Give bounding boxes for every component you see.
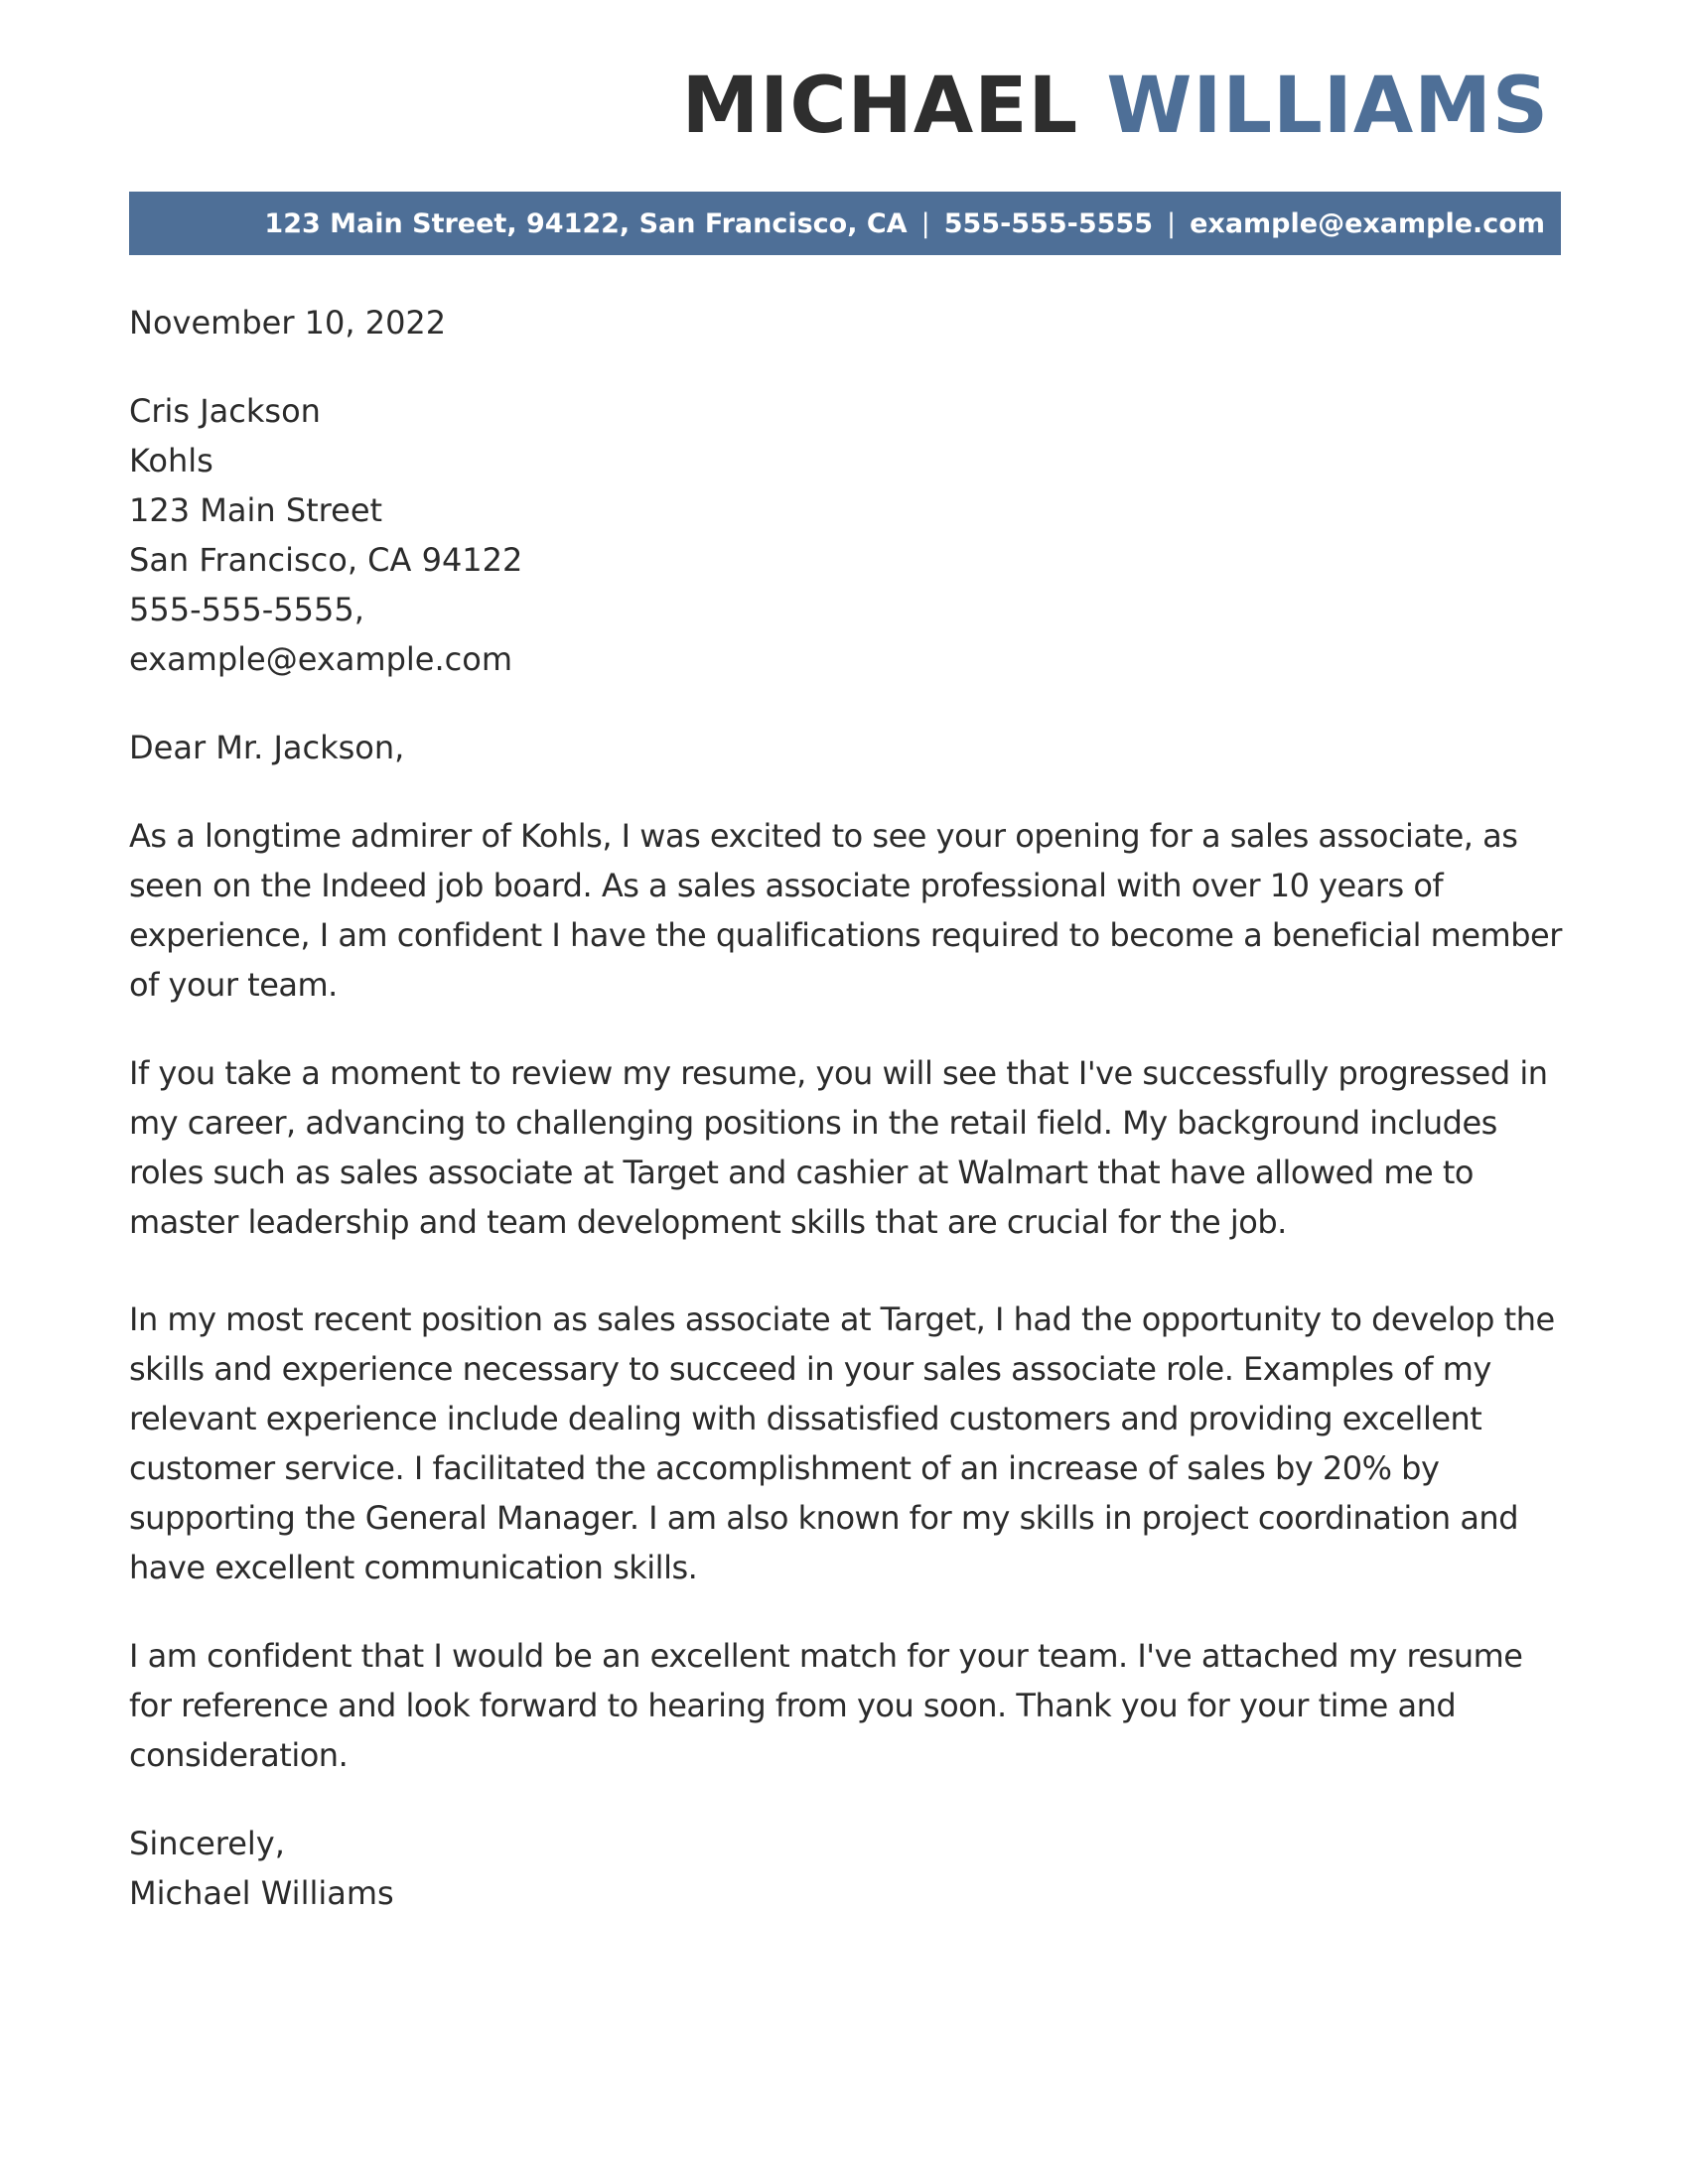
- body-paragraph-1: As a longtime admirer of Kohls, I was excited to see your opening for a sales associate, as seen on the Indeed job board. As a sales associate professional with over 10 years of experience, I am confident I have the qualifications required to become a beneficial member of your team.: [129, 817, 1562, 1004]
- letter-date: November 10, 2022: [129, 304, 447, 341]
- recipient-street: 123 Main Street: [129, 491, 383, 529]
- body-paragraph-2: If you take a moment to review my resume, you will see that I've successfully progressed in my career, advancing to challenging positions in the retail field. My background includes roles such as sales associate at Target and cashier at Walmart that have allowed me to master leadership and team development skills that are crucial for the job.: [129, 1054, 1548, 1241]
- recipient-name: Cris Jackson: [129, 392, 321, 430]
- contact-address: 123 Main Street, 94122, San Francisco, CA: [264, 207, 908, 239]
- signature-name: Michael Williams: [129, 1874, 394, 1912]
- recipient-phone: 555-555-5555,: [129, 591, 364, 628]
- contact-bar: [129, 192, 1561, 255]
- recipient-block: [129, 386, 1569, 684]
- closing-block: [129, 1819, 1569, 1918]
- applicant-name: [681, 62, 1549, 151]
- contact-separator: |: [1166, 207, 1177, 239]
- applicant-last-name: WILLIAMS: [1106, 62, 1549, 151]
- applicant-first-name: MICHAEL: [681, 62, 1079, 151]
- recipient-city: San Francisco, CA 94122: [129, 541, 523, 579]
- salutation: Dear Mr. Jackson,: [129, 729, 405, 766]
- contact-phone: 555-555-5555: [943, 207, 1153, 239]
- contact-separator: |: [920, 207, 930, 239]
- body-paragraph-4: I am confident that I would be an excellent match for your team. I've attached my resume for reference and look forward to hearing from you soon. Thank you for your time and consideration.: [129, 1637, 1523, 1774]
- closing-phrase: Sincerely,: [129, 1825, 285, 1862]
- letter-body: [129, 298, 1569, 1957]
- recipient-email: example@example.com: [129, 640, 512, 678]
- recipient-company: Kohls: [129, 442, 213, 479]
- body-paragraph-3: In my most recent position as sales associate at Target, I had the opportunity to develop the skills and experience necessary to succeed in your sales associate role. Examples of my relevant experience include dealing with dissatisfied customers and providing excellent customer service. I facilitated the accomplishment of an increase of sales by 20% by supporting the General Manager. I am also known for my skills in project coordination and have excellent communication skills.: [129, 1300, 1555, 1586]
- contact-email: example@example.com: [1190, 207, 1545, 239]
